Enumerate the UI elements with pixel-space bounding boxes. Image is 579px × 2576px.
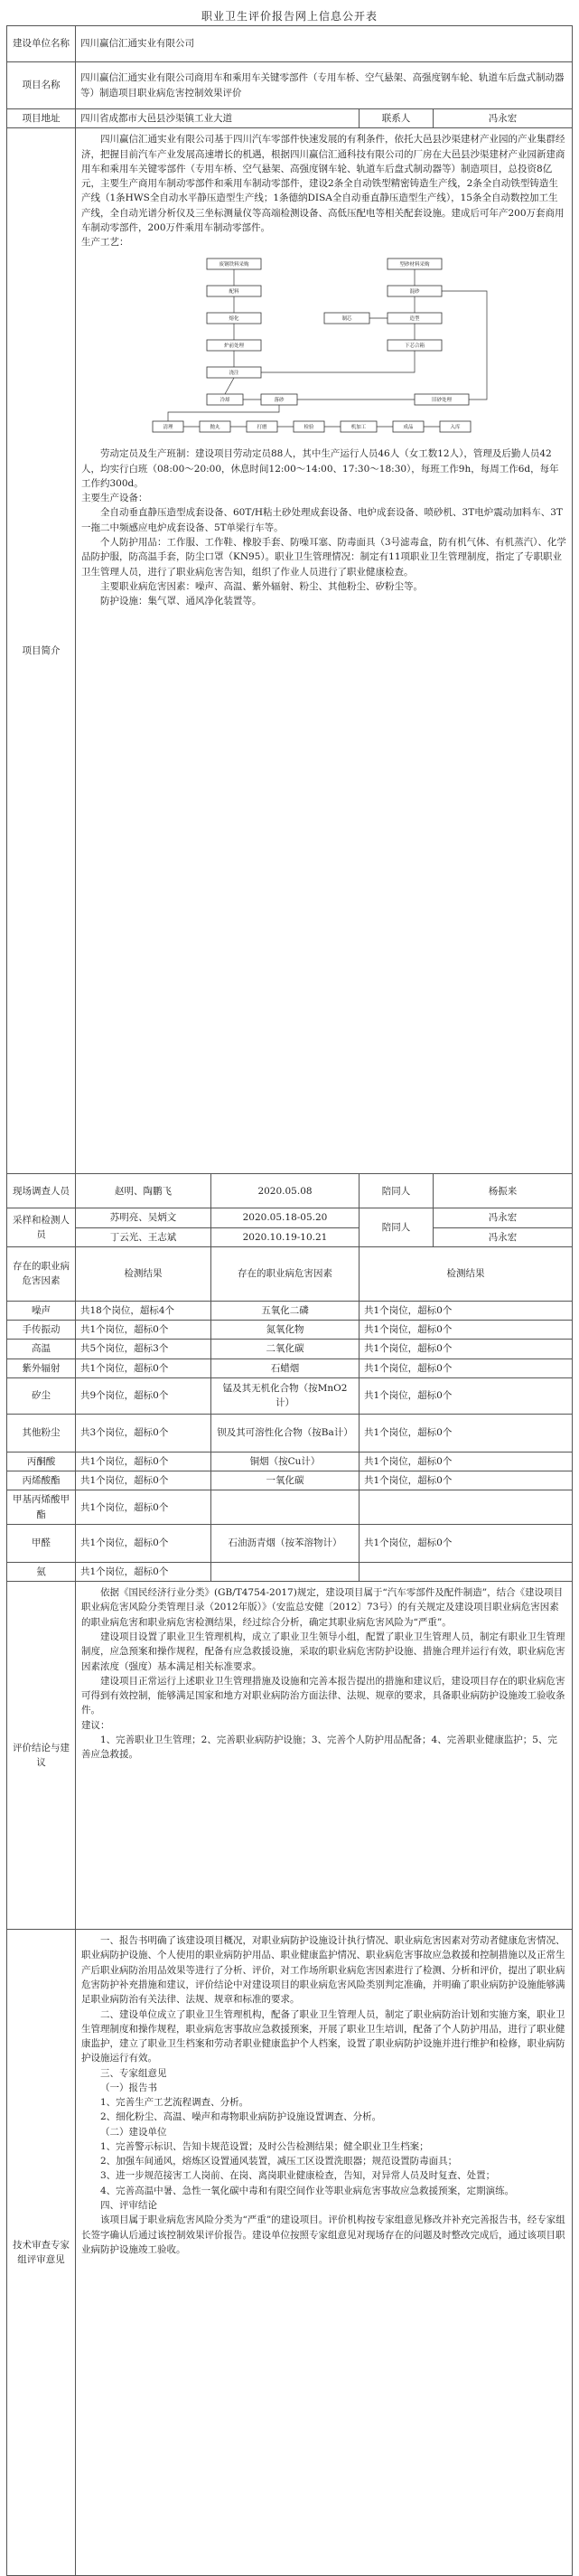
flow-node-8: 清理 — [163, 425, 173, 431]
table-row — [7, 1321, 573, 1340]
flow-node-13: 入库 — [450, 425, 461, 431]
hazard-result: 共18个岗位，超标4个 — [76, 1301, 211, 1320]
hazard-header-factor-1: 存在的职业病危害因素 — [7, 1246, 76, 1301]
hazard-header-factor-2: 存在的职业病危害因素 — [211, 1246, 360, 1301]
disclosure-table — [6, 25, 573, 2576]
conclusion-content — [76, 1582, 573, 1930]
intro-label: 项目简介 — [7, 128, 76, 1174]
hazard-factor: 紫外辐射 — [7, 1359, 76, 1377]
review-para-10: 3、进一步规范接害工人岗前、在岗、离岗职业健康检查，告知，对异常人员及时复查、处置； — [100, 2170, 496, 2182]
flow-node-4: 炉前处理 — [223, 343, 244, 350]
flow-node-6: 冷却 — [219, 398, 230, 404]
hazard-factor: 丙酮酸 — [7, 1452, 76, 1471]
hazard-result: 共1个岗位，超标0个 — [76, 1471, 211, 1490]
unit-label: 建设单位名称 — [7, 26, 76, 62]
table-row — [7, 1340, 573, 1359]
hazard-header-result-2: 检测结果 — [360, 1246, 573, 1301]
sampling-label: 采样和检测人员 — [7, 1208, 76, 1247]
hazard-factor — [211, 1562, 360, 1581]
address-label: 项目地址 — [7, 109, 76, 128]
table-row — [7, 1377, 573, 1414]
intro-para-6: 防护设施：集气罩、通风净化装置等。 — [100, 596, 262, 607]
hazard-result: 共1个岗位，超标0个 — [76, 1490, 211, 1525]
flow-node-14: 型砂材料采购 — [399, 262, 430, 268]
sampling-accomp-label: 陪同人 — [360, 1208, 434, 1247]
flow-node-10: 打磨 — [257, 425, 267, 431]
sampling-accomp-2: 冯永宏 — [434, 1227, 573, 1246]
review-para-12: 四、评审结论 — [100, 2199, 157, 2211]
project-label: 项目名称 — [7, 62, 76, 109]
table-row — [7, 1414, 573, 1452]
hazard-factor: 矽尘 — [7, 1377, 76, 1414]
sampling-people-1: 苏明亮、吴炳文 — [76, 1208, 211, 1227]
site-survey-date: 2020.05.08 — [211, 1174, 360, 1208]
sampling-accomp-1: 冯永宏 — [434, 1208, 573, 1227]
contact-value: 冯永宏 — [434, 109, 573, 128]
flow-node-20: 成品 — [403, 425, 414, 431]
flow-node-2: 配料 — [229, 289, 239, 296]
hazard-factor: 其他粉尘 — [7, 1414, 76, 1452]
review-para-13: 该项目属于职业病危害风险分类为“严重”的建设项目。评价机构按专家组意见修改并补充完善报告书，经专家组长签字确认后通过该控制效果评价报告。建设单位按照专家组意见对现场存在的问题及时整改完成后，通过该项目职业病防护设施竣工验收。 — [81, 2214, 565, 2255]
hazard-result: 共1个岗位，超标0个 — [360, 1452, 573, 1471]
conclusion-para-2: 建设项目设置了职业卫生管理机构，成立了职业卫生领导小组，配置了职业卫生管理人员，制定有职业卫生管理制度，应急预案和操作规程，配备有应急救援设施，采取的职业病危害防护设施、措施合理并运行有效，职业病危害因素浓度（强度）基本满足相关标准要求。 — [81, 1631, 565, 1672]
flow-node-15: 混砂 — [409, 289, 420, 296]
flow-node-11: 检验 — [304, 425, 314, 431]
conclusion-para-3: 建设项目正常运行上述职业卫生管理措施及设施和完善本报告提出的措施和建议后，建设项目存在的职业病危害可得到有效控制，能够满足国家和地方对职业病防治方面法律、法规、规章的要求，具备职业病防护设施竣工验收条件。 — [81, 1675, 565, 1716]
table-row — [7, 1359, 573, 1377]
hazard-factor: 钡及其可溶性化合物（按Ba计） — [211, 1414, 360, 1452]
review-label: 技术审查专家组评审意见 — [7, 1930, 76, 2576]
conclusion-para-1: 依据《国民经济行业分类》(GB/T4754-2017)规定，建设项目属于“汽车零部件及配件制造”，结合《建设项目职业病危害风险分类管理目录（2012年版）》（安监总安健〔2012〕73号）的有关规定及建设项目职业病危害因素的职业病危害和职业病危害检测结果，经过综合分析，确定其职业病危害风险为“严重”。 — [81, 1587, 564, 1628]
flow-node-18: 下芯合箱 — [404, 343, 425, 350]
intro-para-2: 劳动定员及生产班制：建设项目劳动定员88人，其中生产运行人员46人（女工数12人），管理及后勤人员42人，均实行白班（08:00～20:00，休息时间12:00～14:00、17:30～18:30），每班工作9h，每周工作6d，每年工作约300d。 — [81, 448, 559, 489]
hazard-factor: 噪声 — [7, 1301, 76, 1320]
conclusion-label: 评价结论与建议 — [7, 1582, 76, 1930]
review-para-11: 4、完善高温中暑、急性一氧化碳中毒和有限空间作业等职业病危害事故应急救援预案，定期演练。 — [100, 2185, 515, 2196]
flow-node-1: 废钢铁料采购 — [219, 262, 249, 268]
site-survey-people: 赵明、陶鹏飞 — [76, 1174, 211, 1208]
review-para-6: 2、细化粉尘、高温、噪声和毒物职业病防护设施设置调查、分析。 — [100, 2111, 382, 2123]
table-row — [7, 1490, 573, 1525]
unit-value: 四川赢信汇通实业有限公司 — [76, 26, 573, 62]
review-para-1: 一、报告书明确了该建设项目概况，对职业病防护设施设计执行情况、职业病危害因素对劳动者健康危害情况、职业病防护设施、个人使用的职业病防护用品、职业健康监护情况、职业病危害事故应急救援和控制措施以及正常生产后职业病防治用品效果等进行了分析、评价，对工作场所职业病危害因素进行了检测、分析和评价，提出了职业病危害防护补充措施和建议，评价结论中对建设项目的职业病危害风险类别判定准确，并明确了职业病防护设施能够满足职业病防治有关法律、法规、规章和标准的要求。 — [81, 1935, 565, 2006]
hazard-factor: 一氧化碳 — [211, 1471, 360, 1490]
intro-para-1: 四川赢信汇通实业有限公司基于四川汽车零部件快速发展的有利条件，依托大邑县沙渠建材产业园的产业集群经济，把握目前汽车产业发展高速增长的机遇，根据四川赢信汇通科技有限公司的厂房在大邑县沙渠建材产业园新建商用车和乘用车关键零部件（专用车桥、空气悬架、高强度钢车轮、轨道车后盘式制动器等）制造项目，总投资8亿元，主要生产商用车制动零部件和乘用车制动零部件，建设2条全自动铁型精密铸造生产线，2条全自动铁型铸造生产线（1条HWS全自动水平静压造型生产线；1条德纳DISA全自动垂直静压造型生产线），15条全自动数控加工生产线，全自动光谱分析仪及三坐标测量仪等高端检测设备、高低压配电等相关配套设施。建成后可年产200万套商用车制动零部件，200万件乘用车制动零部件。 — [81, 134, 565, 233]
intro-content — [76, 128, 573, 1174]
hazard-factor: 石蜡烟 — [211, 1359, 360, 1377]
hazard-factor: 丙烯酸酯 — [7, 1471, 76, 1490]
hazard-factor: 甲醛 — [7, 1524, 76, 1562]
hazard-result: 共1个岗位，超标0个 — [76, 1359, 211, 1377]
flow-node-17: 制芯 — [341, 316, 352, 323]
table-row — [7, 1562, 573, 1581]
flow-right-chain — [261, 259, 442, 372]
hazard-factor: 石油沥青烟（按苯溶物计） — [211, 1524, 360, 1562]
hazard-result: 共1个岗位，超标0个 — [360, 1524, 573, 1562]
hazard-result — [360, 1490, 573, 1525]
process-flow-diagram — [144, 253, 505, 443]
flow-left-chain — [207, 259, 261, 378]
review-para-9: 2、加强车间通风，熔炼区设置通风装置，减压工区设置洗眼器；规范设置防毒面具； — [100, 2156, 458, 2167]
suggestion-label: 建议： — [81, 1719, 110, 1731]
hazard-factor: 二氧化碳 — [211, 1340, 360, 1359]
hazard-result: 共3个岗位，超标0个 — [76, 1414, 211, 1452]
hazard-factor: 手传振动 — [7, 1321, 76, 1340]
hazard-result: 共1个岗位，超标0个 — [360, 1471, 573, 1490]
hazard-header-result-1: 检测结果 — [76, 1246, 211, 1301]
table-row — [7, 1524, 573, 1562]
review-content — [76, 1930, 573, 2576]
equip-label: 主要生产设备： — [81, 493, 148, 504]
contact-label: 联系人 — [360, 109, 434, 128]
intro-para-5: 主要职业病危害因素：噪声、高温、紫外辐射、粉尘、其他粉尘、矽粉尘等。 — [100, 580, 423, 592]
hazard-result: 共1个岗位，超标0个 — [360, 1321, 573, 1340]
review-para-4: （一）报告书 — [100, 2082, 157, 2093]
review-para-8: 1、完善警示标识、告知卡规范设置；及时公告检测结果；健全职业卫生档案； — [100, 2140, 429, 2152]
hazard-factor: 铜烟（按Cu计） — [211, 1452, 360, 1471]
hazard-factor — [211, 1490, 360, 1525]
hazard-result: 共1个岗位，超标0个 — [76, 1452, 211, 1471]
hazard-result: 共1个岗位，超标0个 — [360, 1359, 573, 1377]
site-accomp-value: 杨振来 — [434, 1174, 573, 1208]
site-survey-label: 现场调查人员 — [7, 1174, 76, 1208]
hazard-factor: 五氧化二磷 — [211, 1301, 360, 1320]
hazard-factor: 高温 — [7, 1340, 76, 1359]
hazard-result: 共1个岗位，超标0个 — [76, 1321, 211, 1340]
flow-node-9: 抛丸 — [210, 425, 220, 431]
intro-para-3: 全自动垂直静压造型成套设备、60T/H粘土砂处理成套设备、电炉成套设备、喷砂机、3T电炉震动加料车、3T一拖二中频感应电炉成套设备、5T单梁行车等。 — [81, 507, 563, 533]
hazard-result: 共1个岗位，超标0个 — [360, 1301, 573, 1320]
flow-node-3: 熔化 — [229, 316, 239, 323]
hazard-factor: 甲基丙烯酸甲酯 — [7, 1490, 76, 1525]
flow-node-12: 机加工 — [350, 425, 366, 431]
flow-node-19: 旧砂处理 — [431, 398, 452, 404]
flow-node-7: 落砂 — [274, 398, 285, 404]
hazard-result: 共1个岗位，超标0个 — [76, 1524, 211, 1562]
review-para-2: 二、建设单位成立了职业卫生管理机构，配备了职业卫生管理人员，制定了职业病防治计划和实施方案，职业卫生管理制度和操作规程，职业病危害事故应急救援预案，开展了职业卫生培训，配备了个人防护用品，进行了职业健康监护，建立了职业卫生档案和劳动者职业健康监护个人档案，设置了职业病防护设施并进行维护和检修，职业病防护设施运行有效。 — [81, 2008, 565, 2064]
hazard-result: 共9个岗位，超标0个 — [76, 1377, 211, 1414]
project-value: 四川赢信汇通实业有限公司商用车和乘用车关键零部件（专用车桥、空气悬架、高强度钢车轮、轨道车后盘式制动器等）制造项目职业病危害控制效果评价 — [76, 62, 573, 109]
review-para-3: 三、专家组意见 — [100, 2067, 167, 2079]
sampling-date-2: 2020.10.19-10.21 — [211, 1227, 360, 1246]
table-row — [7, 1471, 573, 1490]
flow-node-16: 造型 — [409, 316, 420, 323]
hazard-result: 共1个岗位，超标0个 — [360, 1377, 573, 1414]
intro-para-4: 个人防护用品：工作服、工作鞋、橡胶手套、防噪耳塞、防毒面具（3号滤毒盒，防有机气体、有机蒸汽）、化学品防护服，防高温手套，防尘口罩（KN95）。职业卫生管理情况：制定有11项职业卫生管理制度，指定了专职职业卫生管理人员，进行了职业病危害告知，组织了作业人员进行了职业健康检查。 — [81, 536, 566, 578]
hazard-result: 共5个岗位，超标3个 — [76, 1340, 211, 1359]
sampling-people-2: 丁云光、王志斌 — [76, 1227, 211, 1246]
suggestion-text: 1、完善职业卫生管理；2、完善职业病防护设施；3、完善个人防护用品配备；4、完善职业健康监护；5、完善应急救援。 — [81, 1734, 557, 1761]
hazard-result: 共1个岗位，超标0个 — [360, 1414, 573, 1452]
table-row — [7, 1452, 573, 1471]
flow-label: 生产工艺： — [81, 237, 129, 249]
hazard-result: 共1个岗位，超标0个 — [76, 1562, 211, 1581]
hazard-factor: 氮氧化物 — [211, 1321, 360, 1340]
review-para-7: （二）建设单位 — [100, 2126, 167, 2138]
table-row — [7, 1301, 573, 1320]
hazard-result: 共1个岗位，超标0个 — [360, 1340, 573, 1359]
page-title: 职业卫生评价报告网上信息公开表 — [201, 10, 378, 23]
hazard-factor: 锰及其无机化合物（按MnO2计） — [211, 1377, 360, 1414]
hazard-factor: 氨 — [7, 1562, 76, 1581]
hazard-result — [360, 1562, 573, 1581]
sampling-date-1: 2020.05.18-05.20 — [211, 1208, 360, 1227]
address-value: 四川省成都市大邑县沙渠镇工业大道 — [76, 109, 360, 128]
flow-node-5: 浇注 — [229, 371, 239, 377]
flow-bottom-chain — [153, 291, 487, 432]
review-para-5: 1、完善生产工艺流程调查、分析。 — [100, 2097, 249, 2109]
site-accomp-label: 陪同人 — [360, 1174, 434, 1208]
